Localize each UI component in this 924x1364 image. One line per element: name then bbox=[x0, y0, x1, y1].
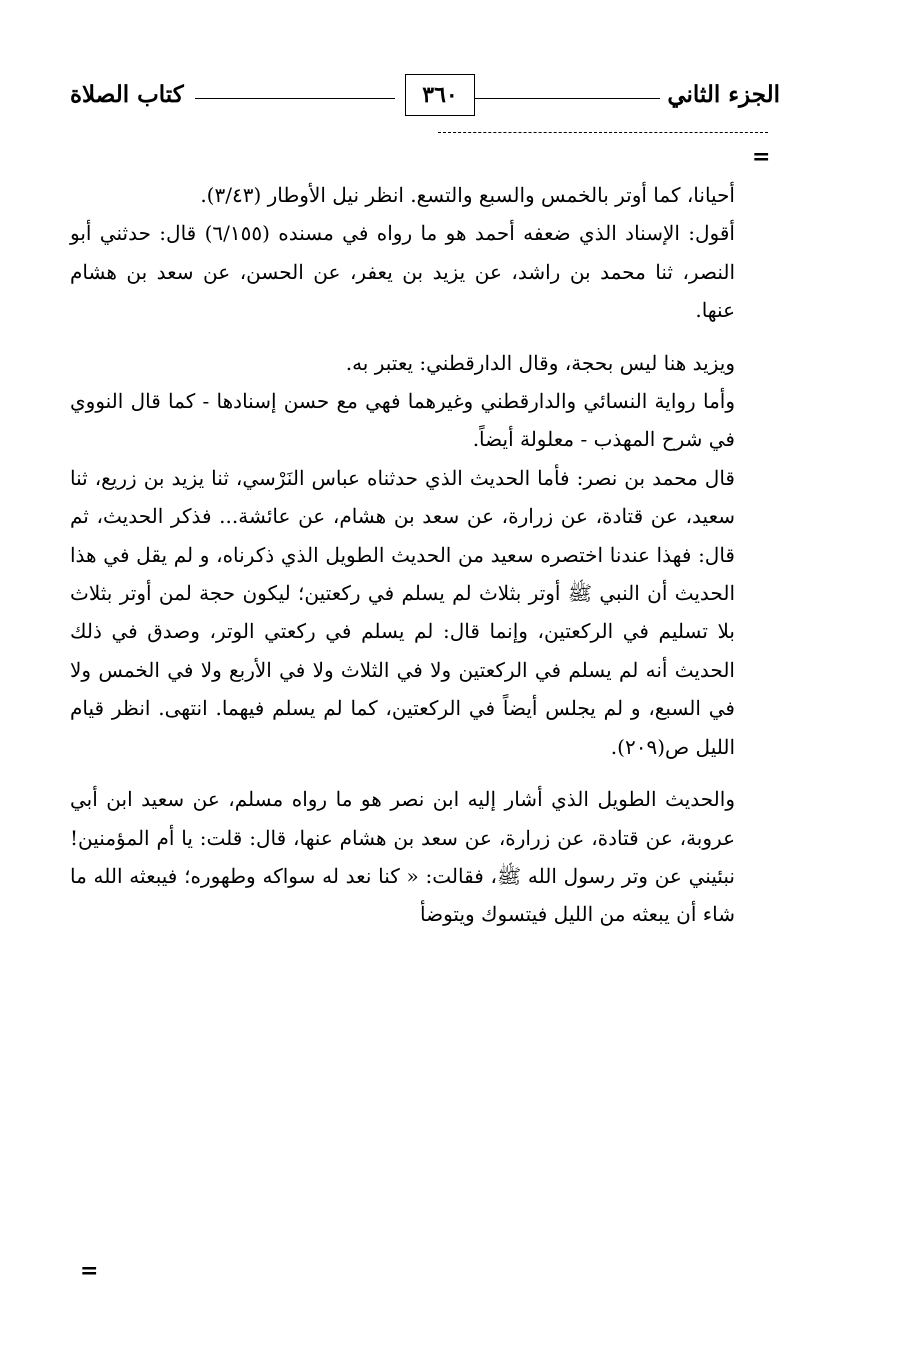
book-title: كتاب الصلاة bbox=[70, 81, 184, 108]
page-number: ٣٦٠ bbox=[405, 74, 475, 116]
header-rule-left bbox=[195, 98, 395, 99]
continuation-mark-bottom: = bbox=[80, 1258, 99, 1284]
paragraph-3: ويزيد هنا ليس بحجة، وقال الدارقطني: يعتبر به. bbox=[345, 350, 735, 375]
page-header bbox=[70, 70, 780, 122]
part-title: الجزء الثاني bbox=[667, 81, 780, 108]
paragraph-1: أحيانا، كما أوتر بالخمس والسبع والتسع. انظر نيل الأوطار (٣/٤٣). bbox=[200, 183, 735, 207]
paragraph-4: وأما رواية النسائي والدارقطني وغيرهما فهي مع حسن إسنادها - كما قال النووي في شرح المهذب - معلولة أيضاً. bbox=[70, 389, 735, 452]
dashed-divider bbox=[438, 132, 768, 133]
continuation-mark-top: = bbox=[752, 144, 771, 170]
page-body bbox=[70, 176, 735, 934]
paragraph-6: والحديث الطويل الذي أشار إليه ابن نصر هو ما رواه مسلم، عن سعيد ابن أبي عروبة، عن قتادة، عن زرارة، عن سعد بن هشام عنها، قال: قلت: يا أم المؤمنين! نبئيني عن وتر رسول الله ﷺ، فقالت: « كنا نعد له سواكه وطهوره؛ فيبعثه الله ما شاء أن يبعثه من الليل فيتسوك ويتوضأ bbox=[70, 787, 735, 927]
paragraph-2: أقول: الإسناد الذي ضعفه أحمد هو ما رواه في مسنده (٦/١٥٥) قال: حدثني أبو النصر، ثنا محمد بن راشد، عن يزيد بن يعفر، عن الحسن، عن سعد بن هشام عنها. bbox=[70, 221, 735, 323]
header-rule-right bbox=[475, 98, 660, 99]
paragraph-5: قال محمد بن نصر: فأما الحديث الذي حدثناه عباس النَرْسي، ثنا يزيد بن زريع، ثنا سعيد، عن قتادة، عن زرارة، عن سعد بن هشام، عن عائشة... فذكر الحديث، ثم قال: فهذا عندنا اختصره سعيد من الحديث الطويل الذي ذكرناه، و لم يقل في هذا الحديث أن النبي ﷺ أوتر بثلاث لم يسلم في ركعتين؛ ليكون حجة لمن أوتر بثلاث بلا تسليم في الركعتين، وإنما قال: لم يسلم في ركعتي الوتر، وصدق في ذلك الحديث أنه لم يسلم في الركعتين ولا في الثلاث ولا في الأربع ولا في الخمس ولا في السبع، و لم يجلس أيضاً في الركعتين، كما لم يسلم فيهما. انتهى. انظر قيام الليل ص(٢٠٩). bbox=[70, 465, 735, 759]
